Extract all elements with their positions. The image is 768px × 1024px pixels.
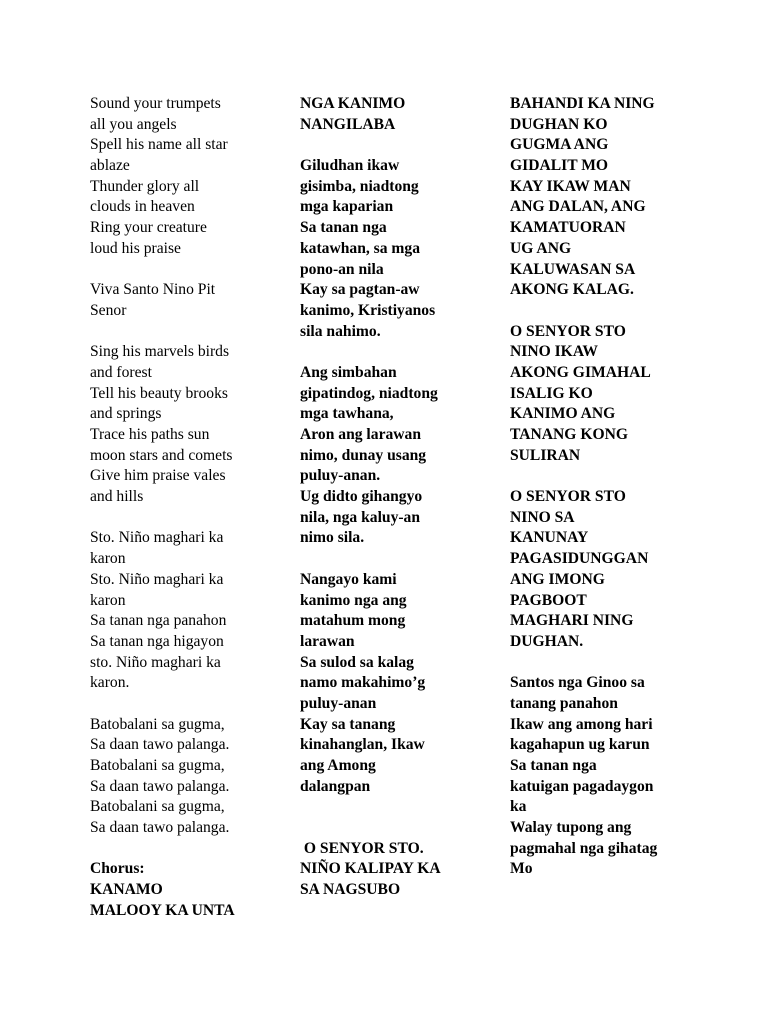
lyric-line: UG ANG (510, 239, 572, 257)
lyric-line: TANANG KONG (510, 426, 628, 443)
lyric-line: Batobalani sa gugma, (90, 798, 225, 816)
lyric-line: O SENYOR STO. (300, 839, 424, 857)
lyric-line: Sa tanan nga (510, 757, 597, 774)
lyric-line: Give him praise vales (90, 467, 226, 485)
lyrics-column-3 (510, 94, 730, 880)
lyric-line: Sing his marvels birds (90, 343, 230, 361)
lyric-line: O SENYOR STO (510, 322, 626, 340)
lyric-line: tanang panahon (510, 694, 618, 712)
lyric-line: kinahanglan, Ikaw (300, 736, 425, 754)
lyrics-column-1 (90, 94, 290, 922)
lyric-line: Giludhan ikaw (300, 157, 400, 175)
lyric-line: clouds in heaven (90, 198, 195, 216)
lyric-line: Ring your creature (90, 219, 207, 237)
lyric-line: MALOOY KA UNTA (90, 901, 235, 919)
lyric-line: AKONG GIMAHAL (510, 363, 651, 381)
blank-line (90, 839, 290, 860)
lyric-line: Batobalani sa gugma, (90, 715, 225, 733)
lyric-line: namo makahimo’g (300, 674, 426, 692)
lyric-line: PAGBOOT (510, 591, 587, 609)
lyric-line: Sa tanan nga higayon (90, 632, 224, 650)
lyric-line: mga tawhana, (300, 405, 394, 423)
lyric-line: Ikaw ang among hari (510, 715, 653, 733)
lyric-line: SULIRAN (510, 446, 581, 464)
lyric-line: karon. (90, 674, 130, 692)
lyric-line: NINO IKAW (510, 343, 598, 361)
lyric-line: NGA KANIMO (300, 95, 406, 112)
lyric-line: KALUWASAN SA (510, 260, 636, 278)
lyric-line: GIDALIT MO (510, 157, 609, 175)
lyric-line: Kay sa pagtan-aw (300, 281, 420, 299)
lyric-line: sila nahimo. (300, 322, 381, 340)
lyric-line: NINO SA (510, 508, 575, 526)
lyric-line: Sa tanan nga panahon (90, 612, 227, 630)
lyric-line: nimo, dunay usang (300, 446, 427, 464)
blank-line (510, 301, 730, 322)
lyric-line: karon (90, 591, 126, 609)
lyric-line: larawan (300, 632, 355, 650)
lyric-line: BAHANDI KA NING (510, 95, 655, 112)
lyric-line: puluy-anan (300, 694, 377, 712)
lyric-line: Santos nga Ginoo sa (510, 674, 645, 692)
lyric-line: KAY IKAW MAN (510, 177, 631, 195)
blank-line (300, 818, 500, 839)
lyric-line: loud his praise (90, 239, 181, 257)
lyric-line: KANIMO ANG (510, 405, 616, 423)
lyric-line: katawhan, sa mga (300, 239, 421, 257)
lyric-line: Chorus: (90, 860, 145, 878)
lyric-line: gisimba, niadtong (300, 177, 419, 195)
blank-line (300, 797, 500, 818)
blank-line (90, 260, 290, 281)
lyric-line: Sa sulod sa kalag (300, 653, 414, 671)
lyric-line: AKONG KALAG. (510, 281, 634, 299)
lyric-line: DUGHAN. (510, 632, 584, 650)
lyric-line: Trace his paths sun (90, 426, 210, 443)
lyric-line: mga kaparian (300, 198, 394, 216)
lyric-line: Batobalani sa gugma, (90, 757, 225, 774)
blank-line (90, 322, 290, 343)
lyric-line: Walay tupong ang (510, 819, 632, 837)
lyric-line: KANUNAY (510, 529, 589, 547)
lyric-line: NANGILABA (300, 115, 396, 133)
lyric-line: MAGHARI NING (510, 612, 634, 630)
lyric-line: Kay sa tanang (300, 715, 396, 733)
lyric-line: karon (90, 550, 126, 568)
lyric-line: KAMATUORAN (510, 219, 626, 237)
lyric-line: ang Among (300, 757, 376, 774)
lyric-line: Spell his name all star (90, 136, 228, 154)
lyric-line: Sound your trumpets (90, 95, 221, 112)
lyric-line: sto. Niño maghari ka (90, 653, 221, 671)
lyric-line: Nangayo kami (300, 570, 397, 588)
lyric-line: Sto. Niño maghari ka (90, 570, 224, 588)
blank-line (90, 508, 290, 529)
lyric-line: O SENYOR STO (510, 488, 626, 506)
lyric-line: SA NAGSUBO (300, 881, 401, 899)
lyric-line: matahum mong (300, 612, 406, 630)
lyric-line: Ang simbahan (300, 363, 397, 381)
blank-line (510, 653, 730, 674)
lyric-line: NIÑO KALIPAY KA (300, 860, 441, 878)
lyric-line: all you angels (90, 115, 177, 133)
blank-line (510, 466, 730, 487)
lyric-line: Thunder glory all (90, 177, 200, 195)
lyric-line: Viva Santo Nino Pit (90, 281, 216, 299)
lyric-line: PAGASIDUNGGAN (510, 550, 649, 568)
lyric-line: Sa tanan nga (300, 219, 387, 237)
lyric-line: nimo sila. (300, 529, 365, 547)
lyric-line: Ug didto gihangyo (300, 488, 423, 506)
lyric-line: Tell his beauty brooks (90, 384, 228, 402)
lyric-line: Sa daan tawo palanga. (90, 777, 230, 795)
lyric-line: kanimo nga ang (300, 591, 407, 609)
lyric-line: and springs (90, 405, 162, 423)
lyric-line: DUGHAN KO (510, 115, 608, 133)
blank-line (300, 549, 500, 570)
lyric-line: pono-an nila (300, 260, 384, 278)
lyric-line: pagmahal nga gihatag (510, 839, 658, 857)
lyric-line: kanimo, Kristiyanos (300, 301, 436, 319)
lyric-line: ka (510, 798, 527, 816)
lyric-line: ANG DALAN, ANG (510, 198, 646, 216)
lyric-line: dalangpan (300, 777, 371, 795)
lyric-line: puluy-anan. (300, 467, 381, 485)
lyric-line: Aron ang larawan (300, 426, 422, 443)
lyric-line: Senor (90, 301, 127, 319)
lyric-line: Sa daan tawo palanga. (90, 819, 230, 837)
lyric-line: gipatindog, niadtong (300, 384, 438, 402)
lyric-line: nila, nga kaluy-an (300, 508, 421, 526)
lyric-line: ablaze (90, 157, 130, 175)
lyric-line: kagahapun ug karun (510, 736, 650, 754)
lyric-line: Sa daan tawo palanga. (90, 736, 230, 754)
lyric-line: moon stars and comets (90, 446, 233, 464)
lyric-line: ANG IMONG (510, 570, 605, 588)
lyric-line: GUGMA ANG (510, 136, 609, 154)
blank-line (300, 342, 500, 363)
lyric-line: ISALIG KO (510, 384, 593, 402)
lyric-line: and hills (90, 488, 144, 506)
lyric-line: and forest (90, 363, 152, 381)
lyric-line: Sto. Niño maghari ka (90, 529, 224, 547)
lyric-line: Mo (510, 860, 533, 878)
blank-line (90, 694, 290, 715)
blank-line (300, 135, 500, 156)
lyrics-column-2 (300, 94, 500, 901)
lyric-line: KANAMO (90, 881, 163, 899)
lyric-line: katuigan pagadaygon (510, 777, 654, 795)
